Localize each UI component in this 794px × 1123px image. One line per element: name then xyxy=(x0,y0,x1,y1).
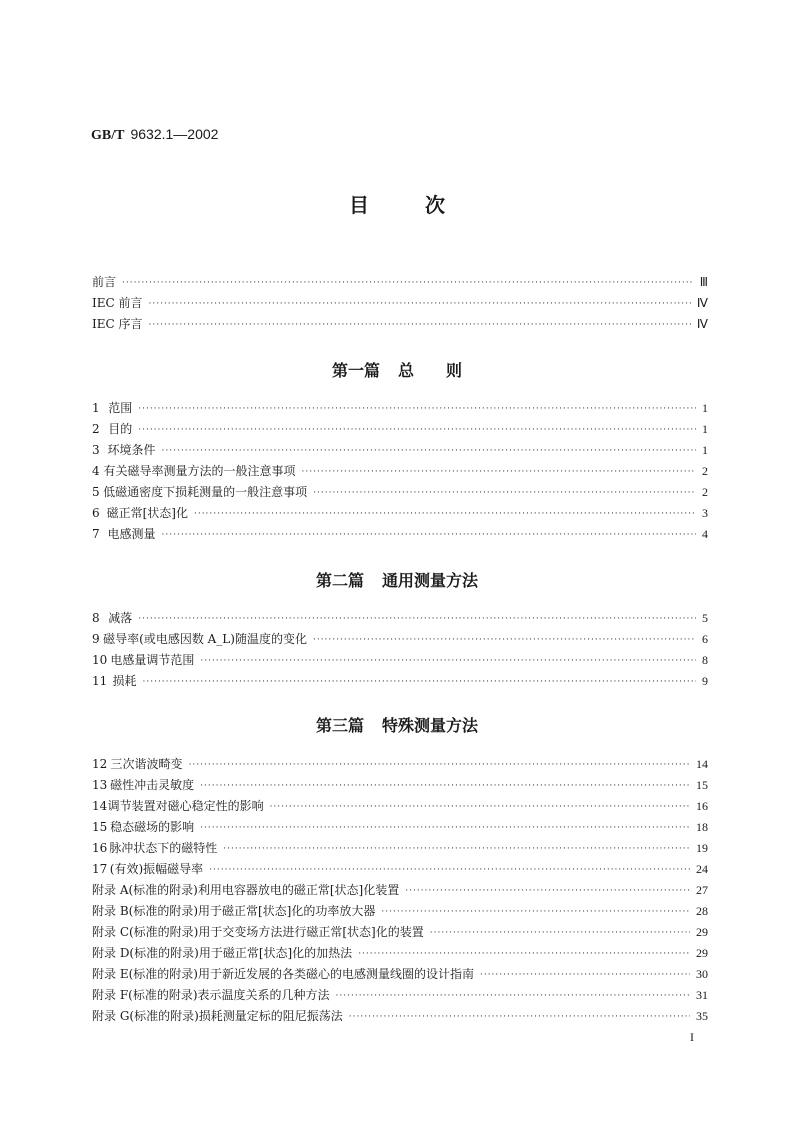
entry-label: 目的 xyxy=(108,422,133,436)
entry-page: 18 xyxy=(696,820,708,834)
dot-leader xyxy=(313,634,696,646)
entry-label: (有效)振幅磁导率 xyxy=(109,862,204,876)
toc-annex-entry[interactable] xyxy=(92,981,708,1002)
toc-entry[interactable] xyxy=(92,667,708,688)
part-number: 第二篇 xyxy=(315,571,364,590)
dot-leader xyxy=(336,990,690,1002)
part-name: 特殊测量方法 xyxy=(382,716,479,735)
entry-page: 5 xyxy=(702,611,708,625)
entry-page: 1 xyxy=(702,422,708,436)
dot-leader xyxy=(358,948,690,960)
dot-leader xyxy=(270,801,690,813)
toc-part-2 xyxy=(92,604,708,688)
entry-page: 9 xyxy=(702,674,708,688)
entry-page: 16 xyxy=(696,799,708,813)
part-name: 总 则 xyxy=(398,361,463,380)
dot-leader xyxy=(162,445,696,457)
annex-title: 用于交变场方法进行磁正常[状态]化的装置 xyxy=(198,925,424,939)
entry-number: 9 xyxy=(92,632,100,646)
toc-annex-entry[interactable] xyxy=(92,939,708,960)
entry-label: 损耗 xyxy=(112,674,137,688)
toc-entry[interactable] xyxy=(92,415,708,436)
entry-number: 7 xyxy=(92,527,100,541)
entry-page: 35 xyxy=(696,1009,708,1023)
dot-leader xyxy=(138,613,696,625)
entry-label: 电感量调节范围 xyxy=(110,653,195,667)
dot-leader xyxy=(149,319,691,331)
entry-page: 2 xyxy=(702,485,708,499)
toc-entry[interactable] xyxy=(92,268,708,289)
dot-leader xyxy=(162,529,696,541)
dot-leader xyxy=(223,843,690,855)
page-number: I xyxy=(690,1030,694,1044)
part-heading-3 xyxy=(0,713,794,736)
dot-leader xyxy=(209,864,690,876)
annex-title: 表示温度关系的几种方法 xyxy=(197,988,330,1002)
page-title: 目次 xyxy=(349,193,501,217)
entry-number: 6 xyxy=(92,506,100,520)
entry-page: 31 xyxy=(696,988,708,1002)
toc-entry[interactable] xyxy=(92,499,708,520)
entry-number: 12 xyxy=(92,757,108,771)
dot-leader xyxy=(480,969,690,981)
entry-page: 3 xyxy=(702,506,708,520)
entry-page: 29 xyxy=(696,925,708,939)
dot-leader xyxy=(301,466,696,478)
entry-page: 2 xyxy=(702,464,708,478)
dot-leader xyxy=(200,655,696,667)
part-heading-2 xyxy=(0,568,794,591)
entry-page: 28 xyxy=(696,904,708,918)
entry-number: 16 xyxy=(92,841,108,855)
annex-title: 用于新近发展的各类磁心的电感测量线圈的设计指南 xyxy=(197,967,474,981)
toc-entry[interactable] xyxy=(92,813,708,834)
toc-part-1 xyxy=(92,394,708,541)
entry-page: 1 xyxy=(702,401,708,415)
entry-label: 环境条件 xyxy=(107,443,156,457)
entry-label: 三次谐波畸变 xyxy=(110,757,183,771)
toc-annex-entry[interactable] xyxy=(92,876,708,897)
toc-front-matter xyxy=(92,268,708,331)
dot-leader xyxy=(194,508,696,520)
entry-number: 5 xyxy=(92,485,100,499)
part-number: 第一篇 xyxy=(331,361,380,380)
entry-page: Ⅳ xyxy=(696,296,708,310)
dot-leader xyxy=(149,298,691,310)
annex-label: 附录 G(标准的附录) xyxy=(92,1009,199,1023)
entry-label: 低磁通密度下损耗测量的一般注意事项 xyxy=(103,485,308,499)
dot-leader xyxy=(189,759,690,771)
entry-page: 6 xyxy=(702,632,708,646)
toc-entry[interactable] xyxy=(92,834,708,855)
entry-page: 29 xyxy=(696,946,708,960)
entry-page: 8 xyxy=(702,653,708,667)
toc-entry[interactable] xyxy=(92,604,708,625)
toc-entry[interactable] xyxy=(92,792,708,813)
dot-leader xyxy=(313,487,696,499)
entry-page: 19 xyxy=(696,841,708,855)
entry-label: 脉冲状态下的磁特性 xyxy=(109,841,218,855)
dot-leader xyxy=(122,277,694,289)
entry-label: IEC 序言 xyxy=(92,317,143,331)
entry-number: 10 xyxy=(92,653,108,667)
annex-label: 附录 F(标准的附录) xyxy=(92,988,198,1002)
annex-label: 附录 E(标准的附录) xyxy=(92,967,198,981)
toc-entry[interactable] xyxy=(92,771,708,792)
standard-prefix: GB/T xyxy=(91,128,125,143)
dot-leader xyxy=(143,676,697,688)
toc-annex-entry[interactable] xyxy=(92,897,708,918)
toc-entry[interactable] xyxy=(92,646,708,667)
entry-number: 11 xyxy=(92,674,108,688)
entry-label: 磁性冲击灵敏度 xyxy=(110,778,195,792)
part-number: 第三篇 xyxy=(315,716,364,735)
entry-number: 15 xyxy=(92,820,108,834)
toc-entry[interactable] xyxy=(92,478,708,499)
entry-page: Ⅲ xyxy=(699,275,708,289)
entry-label: IEC 前言 xyxy=(92,296,143,310)
dot-leader xyxy=(138,424,696,436)
entry-label: 磁导率(或电感因数 A_L)随温度的变化 xyxy=(103,632,307,646)
standard-number: 9632.1—2002 xyxy=(130,126,219,142)
annex-label: 附录 D(标准的附录) xyxy=(92,946,199,960)
dot-leader xyxy=(381,906,690,918)
entry-label: 电感测量 xyxy=(107,527,156,541)
toc-entry[interactable] xyxy=(92,394,708,415)
annex-title: 损耗测量定标的阻尼振荡法 xyxy=(198,1009,343,1023)
entry-label: 减落 xyxy=(108,611,133,625)
entry-number: 13 xyxy=(92,778,108,792)
toc-entry[interactable] xyxy=(92,289,708,310)
entry-page: 14 xyxy=(696,757,708,771)
annex-title: 利用电容器放电的磁正常[状态]化装置 xyxy=(197,883,400,897)
entry-number: 3 xyxy=(92,443,100,457)
entry-page: 27 xyxy=(696,883,708,897)
annex-title: 用于磁正常[状态]化的功率放大器 xyxy=(198,904,376,918)
entry-number: 14 xyxy=(92,799,108,813)
part-name: 通用测量方法 xyxy=(382,571,479,590)
entry-page: 4 xyxy=(702,527,708,541)
dot-leader xyxy=(430,927,690,939)
entry-number: 17 xyxy=(92,862,108,876)
annex-title: 用于磁正常[状态]化的加热法 xyxy=(198,946,353,960)
entry-label: 范围 xyxy=(108,401,133,415)
toc-entry[interactable] xyxy=(92,310,708,331)
standard-code xyxy=(91,126,218,144)
entry-page: Ⅳ xyxy=(696,317,708,331)
dot-leader xyxy=(349,1011,690,1023)
entry-page: 1 xyxy=(702,443,708,457)
entry-label: 有关磁导率测量方法的一般注意事项 xyxy=(103,464,296,478)
entry-number: 1 xyxy=(92,401,100,415)
entry-label: 稳态磁场的影响 xyxy=(110,820,195,834)
entry-page: 30 xyxy=(696,967,708,981)
dot-leader xyxy=(200,780,690,792)
entry-label: 前言 xyxy=(92,275,117,289)
part-heading-1 xyxy=(0,358,794,381)
toc-entry[interactable] xyxy=(92,855,708,876)
annex-label: 附录 B(标准的附录) xyxy=(92,904,198,918)
dot-leader xyxy=(405,885,690,897)
entry-page: 15 xyxy=(696,778,708,792)
entry-number: 4 xyxy=(92,464,100,478)
dot-leader xyxy=(138,403,696,415)
toc-annex-entry[interactable] xyxy=(92,1002,708,1023)
toc-entry[interactable] xyxy=(92,436,708,457)
annex-label: 附录 C(标准的附录) xyxy=(92,925,199,939)
entry-number: 2 xyxy=(92,422,100,436)
toc-entry[interactable] xyxy=(92,457,708,478)
toc-entry[interactable] xyxy=(92,625,708,646)
toc-part-3 xyxy=(92,750,708,1023)
entry-page: 24 xyxy=(696,862,708,876)
entry-number: 8 xyxy=(92,611,100,625)
dot-leader xyxy=(200,822,690,834)
annex-label: 附录 A(标准的附录) xyxy=(92,883,198,897)
entry-label: 调节装置对磁心稳定性的影响 xyxy=(107,799,264,813)
toc-entry[interactable] xyxy=(92,750,708,771)
toc-entry[interactable] xyxy=(92,520,708,541)
toc-annex-entry[interactable] xyxy=(92,960,708,981)
entry-label: 磁正常[状态]化 xyxy=(106,506,188,520)
toc-annex-entry[interactable] xyxy=(92,918,708,939)
